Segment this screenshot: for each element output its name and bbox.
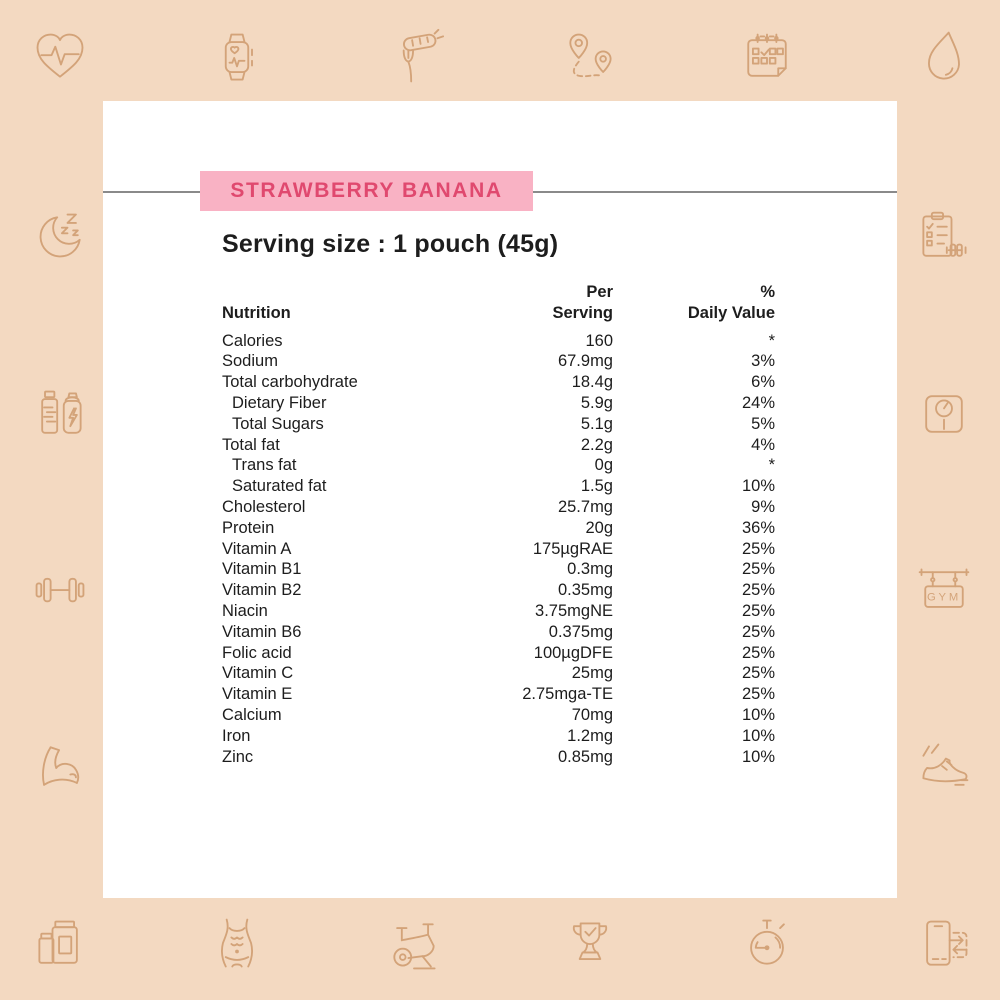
- nutrient-label: Iron: [222, 726, 251, 745]
- nutrient-per-serving: 2.75mga-TE: [522, 685, 613, 704]
- table-row: [222, 351, 775, 372]
- fitness-watch-icon: [207, 27, 267, 87]
- nutrient-daily-value: 25%: [741, 685, 775, 704]
- nutrient-label: Total Sugars: [232, 414, 324, 433]
- nutrient-per-serving: 70mg: [571, 705, 613, 724]
- nutrient-daily-value: 25%: [741, 622, 775, 641]
- nutrient-daily-value: 25%: [741, 581, 775, 600]
- table-row: [222, 393, 775, 414]
- nutrient-daily-value: 4%: [751, 435, 775, 454]
- nutrient-daily-value: 10%: [741, 477, 775, 496]
- running-shoe-icon: [914, 737, 974, 797]
- nutrient-label: Trans fat: [232, 456, 297, 475]
- table-row: [222, 643, 775, 664]
- table-row: [222, 663, 775, 684]
- table-row: [222, 726, 775, 747]
- nutrition-table-body: [222, 331, 775, 768]
- trophy-icon: [560, 914, 620, 974]
- svg-text:GYM: GYM: [926, 591, 962, 604]
- nutrient-daily-value: *: [768, 331, 775, 350]
- carrot-on-fork-icon: [384, 27, 444, 87]
- nutrient-per-serving: 2.2g: [580, 435, 613, 454]
- nutrient-daily-value: 25%: [741, 643, 775, 662]
- nutrient-daily-value: 25%: [741, 560, 775, 579]
- sleep-moon-icon: [30, 207, 90, 267]
- flavor-badge-label: STRAWBERRY BANANA: [230, 179, 503, 202]
- table-header-line1: [222, 282, 775, 303]
- nutrient-daily-value: 25%: [741, 664, 775, 683]
- nutrient-label: Vitamin B1: [222, 560, 302, 579]
- table-row: [222, 435, 775, 456]
- water-bottles-icon: [30, 384, 90, 444]
- flex-arm-icon: [30, 737, 90, 797]
- table-row: [222, 414, 775, 435]
- nutrient-label: Niacin: [222, 601, 268, 620]
- phone-sync-icon: [914, 914, 974, 974]
- nutrient-label: Vitamin B2: [222, 581, 302, 600]
- nutrient-per-serving: 5.9g: [580, 393, 613, 412]
- nutrient-label: Vitamin B6: [222, 622, 302, 641]
- header-daily-value: Daily Value: [687, 303, 775, 322]
- header-serving: Serving: [552, 303, 613, 322]
- nutrient-label: Vitamin E: [222, 685, 293, 704]
- nutrient-per-serving: 100µgDFE: [533, 643, 613, 662]
- nutrient-per-serving: 0.85mg: [557, 747, 613, 766]
- nutrient-daily-value: 25%: [741, 539, 775, 558]
- nutrient-label: Cholesterol: [222, 497, 306, 516]
- nutrient-label: Total fat: [222, 435, 280, 454]
- table-row: [222, 497, 775, 518]
- nutrient-per-serving: 1.2mg: [567, 726, 613, 745]
- flavor-badge: [200, 171, 533, 211]
- table-row: [222, 559, 775, 580]
- nutrient-label: Vitamin A: [222, 539, 292, 558]
- nutrient-per-serving: 20g: [585, 518, 613, 537]
- table-row: [222, 372, 775, 393]
- nutrient-daily-value: 9%: [751, 497, 775, 516]
- nutrient-label: Folic acid: [222, 643, 292, 662]
- nutrient-daily-value: 10%: [741, 705, 775, 724]
- dumbbell-icon: [30, 560, 90, 620]
- abs-torso-icon: [207, 914, 267, 974]
- nutrient-label: Zinc: [222, 747, 254, 766]
- gym-sign-icon: [914, 560, 974, 620]
- header-percent: %: [760, 283, 775, 301]
- table-row: [222, 539, 775, 560]
- nutrient-label: Saturated fat: [232, 477, 327, 496]
- nutrient-per-serving: 0.3mg: [567, 560, 613, 579]
- nutrient-label: Total carbohydrate: [222, 373, 358, 392]
- nutrient-per-serving: 160: [585, 331, 613, 350]
- nutrient-per-serving: 1.5g: [580, 477, 613, 496]
- table-row: [222, 622, 775, 643]
- nutrient-daily-value: 25%: [741, 601, 775, 620]
- stopwatch-icon: [737, 914, 797, 974]
- nutrient-daily-value: 24%: [741, 393, 775, 412]
- nutrient-per-serving: 25mg: [571, 664, 613, 683]
- table-row: [222, 476, 775, 497]
- nutrient-per-serving: 25.7mg: [557, 497, 613, 516]
- nutrient-per-serving: 5.1g: [580, 414, 613, 433]
- table-row: [222, 684, 775, 705]
- table-row: [222, 518, 775, 539]
- nutrient-label: Protein: [222, 518, 275, 537]
- supplement-jars-icon: [30, 914, 90, 974]
- table-row: [222, 705, 775, 726]
- nutrient-label: Dietary Fiber: [232, 393, 327, 412]
- nutrition-table: [222, 282, 775, 767]
- nutrient-per-serving: 0g: [594, 456, 613, 475]
- nutrient-per-serving: 0.375mg: [548, 622, 613, 641]
- table-row: [222, 331, 775, 352]
- heart-pulse-icon: [30, 27, 90, 87]
- nutrient-per-serving: 18.4g: [571, 373, 613, 392]
- table-row: [222, 455, 775, 476]
- nutrient-label: Calcium: [222, 705, 282, 724]
- nutrient-label: Calories: [222, 331, 283, 350]
- nutrient-daily-value: 10%: [741, 726, 775, 745]
- flame-icon: [914, 27, 974, 87]
- nutrient-daily-value: 10%: [741, 747, 775, 766]
- weight-scale-icon: [914, 384, 974, 444]
- nutrient-per-serving: 67.9mg: [557, 352, 613, 371]
- nutrient-per-serving: 175µgRAE: [532, 539, 613, 558]
- header-nutrition: Nutrition: [222, 303, 291, 322]
- table-row: [222, 580, 775, 601]
- header-per: Per: [586, 283, 613, 301]
- serving-size: Serving size : 1 pouch (45g): [222, 230, 559, 258]
- nutrient-label: Vitamin C: [222, 664, 294, 683]
- table-row: [222, 601, 775, 622]
- nutrition-card: [103, 101, 897, 898]
- nutrient-daily-value: *: [768, 456, 775, 475]
- table-header-line2: [222, 303, 775, 324]
- nutrient-per-serving: 0.35mg: [557, 581, 613, 600]
- workout-calendar-icon: [737, 27, 797, 87]
- nutrient-label: Sodium: [222, 352, 278, 371]
- nutrient-per-serving: 3.75mgNE: [535, 601, 613, 620]
- workout-plan-clipboard-icon: [914, 207, 974, 267]
- nutrient-daily-value: 6%: [751, 373, 775, 392]
- table-row: [222, 747, 775, 768]
- exercise-bike-icon: [384, 914, 444, 974]
- nutrient-daily-value: 36%: [741, 518, 775, 537]
- nutrient-daily-value: 5%: [751, 414, 775, 433]
- route-map-icon: [560, 27, 620, 87]
- nutrient-daily-value: 3%: [751, 352, 775, 371]
